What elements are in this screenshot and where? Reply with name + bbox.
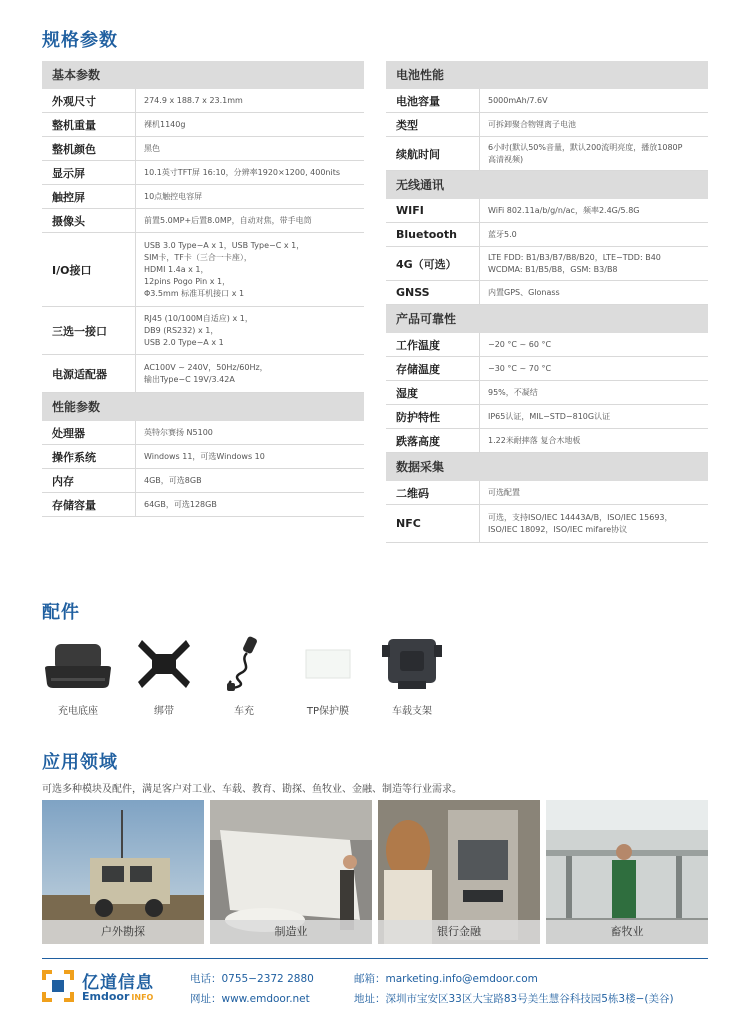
spec-row xyxy=(386,137,708,171)
spec-section-header: 产品可靠性 xyxy=(386,305,708,333)
spec-row xyxy=(42,89,364,113)
spec-value xyxy=(136,185,364,208)
spec-value xyxy=(480,113,708,136)
spec-row xyxy=(386,505,708,543)
photo-bank-finance xyxy=(378,800,540,944)
logo-english-main: Emdoor xyxy=(82,990,130,1003)
spec-row xyxy=(386,333,708,357)
spec-value xyxy=(480,247,708,280)
spec-value xyxy=(480,281,708,304)
spec-row xyxy=(386,357,708,381)
spec-value-line: Windows 11，可选Windows 10 xyxy=(144,451,265,461)
spec-row xyxy=(42,113,364,137)
spec-value xyxy=(136,493,364,516)
spec-value xyxy=(136,445,364,468)
spec-row xyxy=(386,199,708,223)
spec-key: 显示屏 xyxy=(42,161,136,184)
spec-value-line: 可选配置 xyxy=(488,487,520,497)
spec-key: 工作温度 xyxy=(386,333,480,356)
spec-value-line: 95%，不凝结 xyxy=(488,387,538,397)
spec-key: 类型 xyxy=(386,113,480,136)
spec-row xyxy=(42,421,364,445)
spec-key: WIFI xyxy=(386,199,480,222)
spec-value xyxy=(480,481,708,504)
spec-right-column xyxy=(386,61,708,543)
spec-value-line: 1.22米耐摔落 复合木地板 xyxy=(488,435,581,445)
spec-key: 4G（可选） xyxy=(386,247,480,280)
spec-value xyxy=(480,333,708,356)
spec-key: 操作系统 xyxy=(42,445,136,468)
spec-value xyxy=(136,209,364,232)
spec-key: NFC xyxy=(386,505,480,542)
footer-email[interactable]: 邮箱：marketing.info@emdoor.com xyxy=(354,973,538,985)
screen-film-icon xyxy=(288,634,368,694)
spec-row xyxy=(42,209,364,233)
spec-value xyxy=(136,233,364,306)
spec-value xyxy=(136,113,364,136)
spec-value xyxy=(480,357,708,380)
logo-english-suffix: INFO xyxy=(131,993,154,1002)
spec-value-line: RJ45 (10/100M自适应) x 1， xyxy=(144,313,253,323)
spec-title: 规格参数 xyxy=(42,30,118,51)
spec-key: 触控屏 xyxy=(42,185,136,208)
spec-value xyxy=(480,223,708,246)
footer-website[interactable]: 网址：www.emdoor.net xyxy=(190,993,310,1005)
spec-key: 续航时间 xyxy=(386,137,480,170)
spec-value xyxy=(480,429,708,452)
spec-section-header: 无线通讯 xyxy=(386,171,708,199)
spec-value-line: 裸机1140g xyxy=(144,119,186,129)
spec-value xyxy=(136,161,364,184)
spec-key: 处理器 xyxy=(42,421,136,444)
accessory-label: 绑带 xyxy=(154,706,174,717)
photo-manufacturing xyxy=(210,800,372,944)
accessory-label: 充电底座 xyxy=(58,706,98,717)
spec-key: 电池容量 xyxy=(386,89,480,112)
cradle-icon xyxy=(38,634,118,694)
spec-value-line: 12pins Pogo Pin x 1， xyxy=(144,276,231,286)
spec-value xyxy=(480,405,708,428)
spec-value-line: 5000mAh/7.6V xyxy=(488,95,548,105)
spec-value-line: HDMI 1.4a x 1， xyxy=(144,264,209,274)
accessories-title: 配件 xyxy=(42,602,80,623)
spec-row xyxy=(42,355,364,393)
spec-value-line: 高清视频) xyxy=(488,154,524,164)
spec-row xyxy=(42,233,364,307)
spec-value xyxy=(480,137,708,170)
spec-section-header: 基本参数 xyxy=(42,61,364,89)
accessory-screen-film xyxy=(288,634,368,717)
spec-value-line: ISO/IEC 18092，ISO/IEC mifare协议 xyxy=(488,524,628,534)
spec-row xyxy=(386,247,708,281)
spec-key: 内存 xyxy=(42,469,136,492)
spec-value-line: 内置GPS、Glonass xyxy=(488,287,560,297)
spec-key: 存储温度 xyxy=(386,357,480,380)
spec-value-line: 64GB，可选128GB xyxy=(144,499,217,509)
spec-value xyxy=(480,89,708,112)
spec-value-line: 前置5.0MP+后置8.0MP，自动对焦，带手电筒 xyxy=(144,215,312,225)
spec-value-line: USB 2.0 Type−A x 1 xyxy=(144,337,224,347)
spec-key: 存储容量 xyxy=(42,493,136,516)
spec-value-line: 6小时(默认50%音量，默认200流明亮度，播放1080P xyxy=(488,142,683,152)
spec-value-line: Φ3.5mm 标准耳机接口 x 1 xyxy=(144,288,245,298)
spec-value-line: 10.1英寸TFT屏 16:10，分辨率1920×1200, 400nits xyxy=(144,167,341,177)
spec-value xyxy=(480,199,708,222)
photo-caption: 畜牧业 xyxy=(546,920,708,944)
photo-caption: 户外勘探 xyxy=(42,920,204,944)
spec-value xyxy=(136,469,364,492)
applications-description: 可选多种模块及配件，满足客户对工业、车载、教育、勘探、鱼牧业、金融、制造等行业需求。 xyxy=(42,784,462,795)
spec-row xyxy=(42,469,364,493)
spec-key: 三选一接口 xyxy=(42,307,136,354)
spec-value-line: 10点触控电容屏 xyxy=(144,191,203,201)
accessory-vehicle-mount xyxy=(372,634,452,717)
spec-key: 跌落高度 xyxy=(386,429,480,452)
vehicle-mount-icon xyxy=(372,634,452,694)
spec-value-line: WiFi 802.11a/b/g/n/ac，频率2.4G/5.8G xyxy=(488,205,640,215)
spec-row xyxy=(386,481,708,505)
spec-value-line: −30 °C ~ 70 °C xyxy=(488,363,552,373)
logo-english-name xyxy=(82,990,153,1003)
spec-value xyxy=(136,355,364,392)
spec-value-line: 4GB，可选8GB xyxy=(144,475,202,485)
car-charger-icon xyxy=(204,634,284,694)
spec-value-line: WCDMA: B1/B5/B8，GSM: B3/B8 xyxy=(488,264,618,274)
spec-value-line: −20 °C ~ 60 °C xyxy=(488,339,552,349)
spec-value-line: 黑色 xyxy=(144,143,160,153)
spec-value xyxy=(136,307,364,354)
spec-value-line: 274.9 x 188.7 x 23.1mm xyxy=(144,95,243,105)
spec-value-line: 输出Type−C 19V/3.42A xyxy=(144,374,235,384)
footer-divider xyxy=(42,958,708,959)
spec-key: 整机颜色 xyxy=(42,137,136,160)
accessory-label: 车载支架 xyxy=(392,706,432,717)
applications-title: 应用领域 xyxy=(42,752,118,773)
spec-value xyxy=(136,137,364,160)
spec-value xyxy=(480,505,708,542)
spec-row xyxy=(42,445,364,469)
accessory-car-charger xyxy=(204,634,284,717)
spec-section-header: 性能参数 xyxy=(42,393,364,421)
spec-key: Bluetooth xyxy=(386,223,480,246)
spec-row xyxy=(42,137,364,161)
spec-key: 外观尺寸 xyxy=(42,89,136,112)
spec-value xyxy=(136,421,364,444)
accessory-label: TP保护膜 xyxy=(306,706,350,717)
photo-outdoor-exploration xyxy=(42,800,204,944)
spec-row xyxy=(42,185,364,209)
spec-row xyxy=(386,281,708,305)
spec-value-line: 可选，支持ISO/IEC 14443A/B，ISO/IEC 15693， xyxy=(488,512,673,522)
spec-key: 整机重量 xyxy=(42,113,136,136)
accessory-cradle xyxy=(38,634,118,717)
spec-row xyxy=(42,307,364,355)
spec-value-line: 可拆卸聚合物锂离子电池 xyxy=(488,119,576,129)
spec-row xyxy=(386,381,708,405)
spec-value xyxy=(136,89,364,112)
spec-row xyxy=(386,405,708,429)
accessory-label: 车充 xyxy=(234,706,254,717)
spec-key: 防护特性 xyxy=(386,405,480,428)
spec-key: I/O接口 xyxy=(42,233,136,306)
spec-row xyxy=(386,223,708,247)
spec-value-line: LTE FDD: B1/B3/B7/B8/B20，LTE−TDD: B40 xyxy=(488,252,661,262)
spec-row xyxy=(386,113,708,137)
photo-animal-husbandry xyxy=(546,800,708,944)
spec-key: 电源适配器 xyxy=(42,355,136,392)
logo-chinese-name: 亿道信息 xyxy=(82,973,154,993)
spec-value-line: DB9 (RS232) x 1， xyxy=(144,325,219,335)
spec-value-line: USB 3.0 Type−A x 1，USB Type−C x 1， xyxy=(144,240,305,250)
spec-key: GNSS xyxy=(386,281,480,304)
spec-value-line: IP65认证，MIL−STD−810G认证 xyxy=(488,411,611,421)
spec-value-line: SIM卡，TF卡（三合一卡座）， xyxy=(144,252,252,262)
accessory-strap xyxy=(124,634,204,717)
spec-section-header: 数据采集 xyxy=(386,453,708,481)
spec-row xyxy=(386,429,708,453)
strap-icon xyxy=(124,634,204,694)
photo-caption: 制造业 xyxy=(210,920,372,944)
spec-left-column xyxy=(42,61,364,517)
spec-value xyxy=(480,381,708,404)
emdoor-logo-mark xyxy=(42,970,74,1002)
footer-address: 地址：深圳市宝安区33区大宝路83号美生慧谷科技园5栋3楼−(美谷) xyxy=(354,993,674,1005)
spec-key: 二维码 xyxy=(386,481,480,504)
spec-value-line: 英特尔赛扬 N5100 xyxy=(144,427,213,437)
spec-row xyxy=(42,493,364,517)
spec-value-line: 蓝牙5.0 xyxy=(488,229,517,239)
footer-phone: 电话：0755−2372 2880 xyxy=(190,973,314,985)
spec-key: 摄像头 xyxy=(42,209,136,232)
spec-section-header: 电池性能 xyxy=(386,61,708,89)
spec-row xyxy=(42,161,364,185)
spec-value-line: AC100V ~ 240V，50Hz/60Hz， xyxy=(144,362,268,372)
spec-key: 湿度 xyxy=(386,381,480,404)
spec-row xyxy=(386,89,708,113)
photo-caption: 银行金融 xyxy=(378,920,540,944)
